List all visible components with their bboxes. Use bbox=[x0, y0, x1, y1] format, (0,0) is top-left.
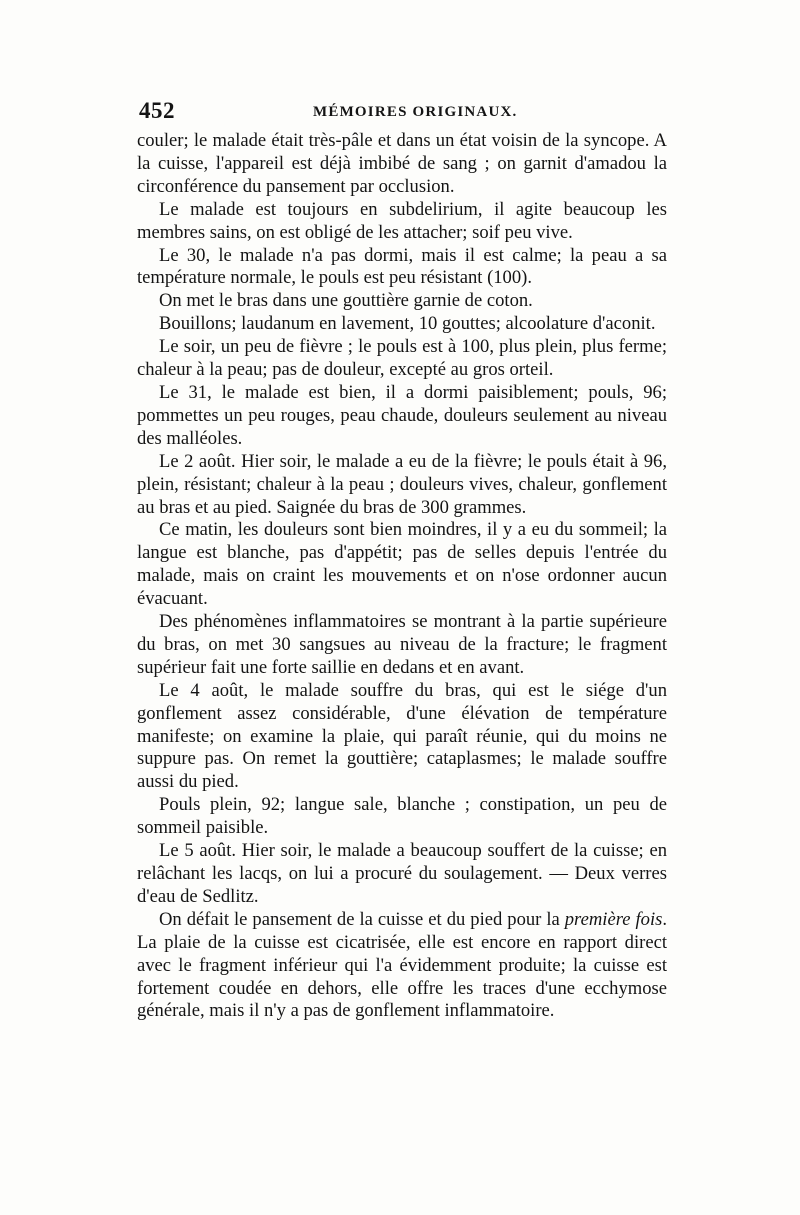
paragraph: Le malade est toujours en subdelirium, il agite beaucoup les membres sains, on est obligé de les attacher; soif peu vive. bbox=[137, 198, 667, 243]
paragraph: Pouls plein, 92; langue sale, blanche ; constipation, un peu de sommeil paisible. bbox=[137, 794, 667, 839]
paragraph-text: On défait le pansement de la cuisse et du pied pour la bbox=[159, 908, 565, 930]
paragraph: couler; le malade était très-pâle et dans un état voisin de la syncope. A la cuisse, l'appareil est déjà imbibé de sang ; on garnit d'amadou la circonférence du pansement par occlusion. bbox=[137, 130, 667, 197]
paragraph: Le 2 août. Hier soir, le malade a eu de la fièvre; le pouls était à 96, plein, résistant; chaleur à la peau ; douleurs vives, chaleur, gonflement au bras et au pied. Saignée du bras de 300 grammes. bbox=[137, 450, 667, 518]
paragraph: Le 4 août, le malade souffre du bras, qui est le siége d'un gonflement assez considérable, d'une élévation de température manifeste; on examine la plaie, qui paraît réunie, qui du moins ne suppure pas. On remet la gouttière; cataplasmes; le malade souffre aussi du pied. bbox=[137, 679, 667, 793]
running-head: MÉMOIRES ORIGINAUX. bbox=[313, 104, 518, 120]
italic-phrase: première fois bbox=[564, 908, 663, 930]
paragraph-text: . La plaie de la cuisse est cicatrisée, elle est encore en rapport direct avec le fragment inférieur qui l'a évidemment produite; la cuisse est fortement coudée en dehors, elle offre les traces d'une ecchymose générale, mais il n'y a pas de gonflement inflammatoire. bbox=[137, 908, 667, 1022]
paragraph: Ce matin, les douleurs sont bien moindres, il y a eu du sommeil; la langue est blanche, pas d'appétit; pas de selles depuis l'entrée du malade, mais on craint les mouvements et on n'ose ordonner aucun évacuant. bbox=[137, 519, 667, 610]
page-header bbox=[137, 98, 667, 126]
paragraph: On met le bras dans une gouttière garnie de coton. bbox=[159, 290, 533, 312]
paragraph: Le soir, un peu de fièvre ; le pouls est à 100, plus plein, plus ferme; chaleur à la peau; pas de douleur, excepté au gros orteil. bbox=[137, 336, 667, 381]
paragraph: Le 31, le malade est bien, il a dormi paisiblement; pouls, 96; pommettes un peu rouges, peau chaude, douleurs seulement au niveau des malléoles. bbox=[137, 381, 667, 449]
page-number: 452 bbox=[139, 98, 175, 123]
paragraph: Des phénomènes inflammatoires se montrant à la partie supérieure du bras, on met 30 sangsues au niveau de la fracture; le fragment supérieur fait une forte saillie en dedans et en avant. bbox=[137, 611, 667, 678]
paragraph: Le 5 août. Hier soir, le malade a beaucoup souffert de la cuisse; en relâchant les lacqs, on lui a procuré du soulagement. — Deux verres d'eau de Sedlitz. bbox=[137, 840, 667, 907]
paragraph: Bouillons; laudanum en lavement, 10 gouttes; alcoolature d'aconit. bbox=[159, 313, 656, 335]
paragraph bbox=[137, 909, 667, 1024]
paragraph: Le 30, le malade n'a pas dormi, mais il est calme; la peau a sa température normale, le pouls est peu résistant (100). bbox=[137, 244, 667, 289]
body-text bbox=[137, 130, 667, 1023]
